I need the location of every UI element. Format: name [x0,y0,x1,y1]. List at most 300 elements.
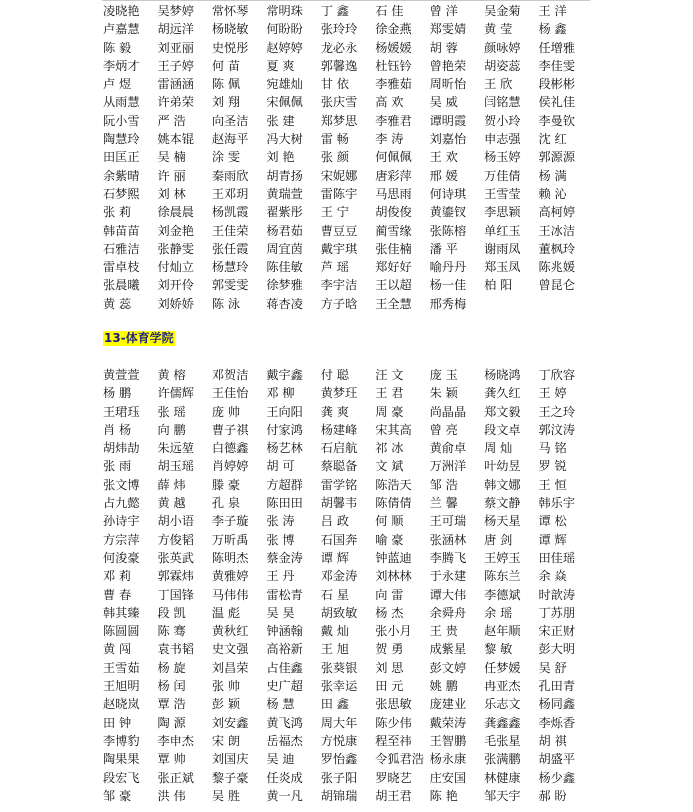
name-cell: 王雪莹 [484,186,521,201]
name-cell: 张小月 [375,624,412,639]
name-cell: 黄飞鸿 [266,715,303,730]
name-cell: 胡王君 [375,788,412,803]
name-cell: 黄 越 [157,496,186,511]
name-cell: 胡远洋 [157,22,194,37]
name-cell: 吴梦婷 [157,4,194,18]
name-cell: 吴金菊 [484,4,521,18]
name-cell: 常明珠 [266,4,303,18]
name-cell: 李腾飞 [429,550,467,565]
name-cell: 严 浩 [157,113,186,128]
name-row [103,567,593,585]
name-cell: 钟涵翰 [266,624,303,639]
name-cell: 王 丹 [266,569,295,584]
name-cell: 郑好好 [375,260,412,275]
name-cell: 张 涛 [266,514,295,529]
name-cell: 向 鹏 [157,422,186,437]
name-cell: 许 丽 [157,168,186,183]
name-row [103,39,593,57]
name-cell: 杨君茹 [266,223,303,238]
name-cell: 黄萱萱 [103,368,140,382]
name-cell: 颜咏婷 [484,40,521,55]
name-cell: 史悦彤 [211,40,249,55]
name-cell: 王邓玥 [211,186,249,201]
name-cell: 黄鎏钗 [429,205,467,220]
name-cell: 余舜舟 [429,605,467,620]
name-cell: 郑梦思 [320,113,358,128]
name-cell: 涂 雯 [211,150,241,165]
name-cell: 付灿立 [157,260,194,275]
name-cell: 陈少伟 [375,715,412,730]
name-cell: 陶 源 [157,715,186,730]
name-cell: 申志强 [484,132,521,147]
name-cell: 杨同鑫 [538,697,576,712]
name-cell: 肖 杨 [103,422,132,437]
name-cell: 陶慧玲 [103,132,140,147]
name-cell: 宋正财 [538,624,576,639]
name-cell: 朱 颖 [429,386,458,401]
name-cell: 张 建 [266,113,295,128]
name-cell: 雷陈宇 [320,186,358,201]
name-cell: 王 婷 [538,386,567,401]
name-cell: 黎子豪 [211,770,249,785]
name-cell: 史广超 [266,679,303,694]
name-cell: 陈佳敏 [266,260,303,275]
name-cell: 邢 媛 [429,168,458,183]
name-cell: 赵海平 [211,132,249,147]
name-cell: 戴荣涛 [429,715,467,730]
name-cell: 何 顺 [375,514,404,529]
name-cell: 宋其高 [375,422,412,437]
name-cell: 胡致敏 [320,605,358,620]
name-cell: 贺小玲 [484,113,521,128]
name-cell: 陈东兰 [484,569,521,584]
name-cell: 何佩佩 [375,150,412,165]
name-cell: 杨永康 [429,752,467,767]
name-cell: 马思雨 [375,186,412,201]
name-cell: 刘娇娇 [157,296,194,311]
name-cell: 潘 平 [429,241,458,256]
name-cell: 田佳瑶 [538,550,576,565]
name-cell: 凌晓艳 [103,4,140,18]
name-cell: 彭文婷 [429,660,467,675]
name-cell: 余紫晴 [103,168,140,183]
name-cell: 胡玉瑶 [157,459,194,474]
name-cell: 陈兆媛 [538,260,576,275]
name-cell: 王 洋 [538,4,567,18]
name-cell: 万昕禹 [211,532,249,547]
name-cell: 冉亚杰 [484,679,521,694]
name-cell: 曹 春 [103,587,132,602]
name-cell: 高裕新 [266,642,303,657]
name-row [103,20,593,38]
name-cell: 孔 泉 [211,496,241,511]
name-cell: 张葵银 [320,660,358,675]
name-cell: 马 铭 [538,441,567,456]
name-cell: 何盼盼 [266,22,303,37]
name-cell: 胡锦瑞 [320,788,358,803]
name-cell: 张晨曦 [103,278,140,293]
name-cell [539,295,593,313]
name-cell: 宋 朗 [211,733,241,748]
name-row [103,258,593,276]
name-cell: 张 颜 [320,150,349,165]
name-cell: 王智鹏 [429,733,467,748]
name-cell: 肖婷婷 [211,459,249,474]
name-cell: 韩文娜 [484,477,521,492]
name-cell: 黄瑞萱 [266,186,303,201]
name-cell: 彭 颖 [211,697,241,712]
name-cell: 张满鹏 [484,752,521,767]
name-row [103,57,593,75]
name-row [103,659,593,677]
name-cell: 雷涵涵 [157,77,194,92]
name-cell: 李 涛 [375,132,404,147]
name-cell: 王可瑞 [429,514,467,529]
name-cell: 谭大伟 [429,587,467,602]
name-cell: 徐梦雅 [266,278,303,293]
name-cell: 方超群 [266,477,303,492]
name-cell: 张 博 [266,532,295,547]
name-cell: 张英武 [157,550,194,565]
name-row [103,769,593,787]
name-row [103,276,593,294]
name-cell: 张静雯 [157,241,194,256]
name-cell: 王全慧 [375,296,412,311]
name-row [103,640,593,658]
name-cell: 罗 锐 [538,459,567,474]
name-cell: 方俊韬 [157,532,194,547]
name-cell: 戴宇鑫 [266,368,303,382]
name-cell: 王 宁 [320,205,349,220]
name-cell: 吴 迪 [266,752,295,767]
name-cell: 程至祎 [375,733,412,748]
name-cell: 张文博 [103,477,140,492]
name-cell: 喻 豪 [375,532,404,547]
name-cell: 郭霖炜 [157,569,194,584]
name-cell: 杨 鹏 [103,386,132,401]
name-cell: 杨晓鸿 [484,368,521,382]
name-cell: 蔡聪备 [320,459,358,474]
name-cell: 任梦媛 [484,660,521,675]
name-cell: 柏 阳 [484,278,513,293]
name-cell: 余 瑶 [484,605,513,620]
name-cell: 王子婷 [157,58,194,73]
name-cell: 何 苗 [211,58,241,73]
name-cell: 郑雯婧 [429,22,467,37]
name-cell: 万洲洋 [429,459,467,474]
name-cell: 曾昆仑 [538,278,576,293]
name-cell: 陈浩天 [375,477,412,492]
name-cell: 刘开伶 [157,278,194,293]
name-cell: 杨 慧 [266,697,295,712]
name-cell: 郭雯雯 [211,278,249,293]
name-cell: 马伟伟 [211,587,249,602]
name-cell: 雷 畅 [320,132,349,147]
name-cell: 庄安国 [429,770,467,785]
name-cell: 杨少鑫 [538,770,576,785]
name-cell: 龚 爽 [320,404,349,419]
name-cell: 孙诗宇 [103,514,140,529]
name-cell: 薛 炜 [157,477,186,492]
name-cell: 田 鑫 [320,697,349,712]
name-row [103,512,593,530]
name-row [103,677,593,695]
name-cell: 黄 莹 [484,22,513,37]
name-cell: 乐志文 [484,697,521,712]
name-cell: 段 凯 [157,605,186,620]
name-cell: 戴 灿 [320,624,349,639]
name-cell: 王 恒 [538,477,567,492]
name-cell: 于永建 [429,569,467,584]
name-cell: 向 雷 [375,587,404,602]
name-cell: 杜钰钤 [375,58,412,73]
name-cell: 胡 可 [266,459,295,474]
name-cell: 刘昌荣 [211,660,249,675]
name-cell: 喻丹丹 [429,260,467,275]
name-cell: 吴 胜 [211,788,241,803]
name-cell: 张子阳 [320,770,358,785]
name-cell: 李申杰 [157,733,194,748]
name-cell: 韩乐宇 [538,496,576,511]
name-cell: 杨媛媛 [375,40,412,55]
name-cell: 向圣洁 [211,113,249,128]
name-cell: 黄 榕 [157,368,186,382]
name-cell: 宋妮娜 [320,168,358,183]
name-cell: 杨 旋 [157,660,186,675]
name-cell: 王旭明 [103,679,140,694]
name-cell: 杨一佳 [429,278,467,293]
name-cell: 田 元 [375,679,404,694]
name-cell: 陈 艳 [429,788,458,803]
name-cell: 叶幼昱 [484,459,521,474]
name-cell: 曾艳荣 [429,58,467,73]
name-cell: 胡盛平 [538,752,576,767]
name-cell: 王佳荣 [211,223,249,238]
name-cell: 石梦熙 [103,186,140,201]
name-cell: 段彬彬 [538,77,576,92]
name-cell: 杨慧玲 [211,260,249,275]
name-cell: 芦 瑶 [320,260,349,275]
name-cell: 郭馨逸 [320,58,358,73]
name-cell: 胡俊俊 [375,205,412,220]
name-cell: 万佳倩 [484,168,521,183]
name-cell: 吴 昊 [266,605,295,620]
name-cell: 陈 泳 [211,296,241,311]
name-cell: 翟紫彤 [266,205,303,220]
name-cell: 钟蓝迪 [375,550,412,565]
name-cell: 方子晗 [320,296,358,311]
name-row [103,714,593,732]
name-cell: 曹子祺 [211,422,249,437]
name-cell: 杨 鑫 [538,22,567,37]
name-cell: 方悦康 [320,733,358,748]
name-cell: 覃 帅 [157,752,186,767]
name-cell: 杨 闰 [157,679,186,694]
name-cell: 蔡金涛 [266,550,303,565]
name-cell: 王 欣 [484,77,513,92]
name-cell: 占佳鑫 [266,660,303,675]
name-cell: 邹 豪 [103,788,132,803]
name-cell: 刘 思 [375,660,404,675]
name-cell: 丁 鑫 [320,4,349,18]
name-cell: 刘嘉怡 [429,132,467,147]
name-cell: 唐彩萍 [375,168,412,183]
name-cell: 曾 亮 [429,422,458,437]
name-cell: 龚鑫鑫 [484,715,521,730]
name-cell: 庞 玉 [429,368,458,382]
name-cell: 周宜茵 [266,241,303,256]
name-cell: 高 欢 [375,95,404,110]
name-row [103,732,593,750]
name-cell: 周 豪 [375,404,404,419]
name-cell: 邓金涛 [320,569,358,584]
name-cell: 吴 威 [429,95,458,110]
name-row [103,366,593,384]
name-cell: 陈 佩 [211,77,241,92]
name-cell: 庞 帅 [211,404,241,419]
name-cell: 谭 辉 [538,532,567,547]
name-cell: 黄雅婷 [211,569,249,584]
name-cell: 贺 勇 [375,642,404,657]
name-row [103,130,593,148]
name-row [103,203,593,221]
name-cell: 冯大树 [266,132,303,147]
name-cell: 张庆雪 [320,95,358,110]
name-cell: 张佳楠 [375,241,412,256]
name-cell: 胡青扬 [266,168,303,183]
name-cell: 王 君 [375,386,404,401]
name-cell: 陈 毅 [103,40,132,55]
name-cell: 王雪茹 [103,660,140,675]
name-row [103,787,593,805]
name-cell: 谭 辉 [320,550,349,565]
name-cell: 石国奔 [320,532,358,547]
name-cell: 谭明霞 [429,113,467,128]
name-cell: 卢 煜 [103,77,132,92]
name-cell: 庞建业 [429,697,467,712]
name-cell: 祁 冰 [375,441,404,456]
name-cell: 秦雨欣 [211,168,249,183]
name-cell: 徐金燕 [375,22,412,37]
name-cell: 覃 浩 [157,697,186,712]
name-cell: 张正斌 [157,770,194,785]
name-cell: 谢雨凤 [484,241,521,256]
name-cell: 卢嘉慧 [103,22,140,37]
name-cell: 邹天宇 [484,788,521,803]
name-cell: 胡姿蕊 [484,58,521,73]
name-cell: 方宗萍 [103,532,140,547]
name-row [103,295,593,313]
name-cell: 成紫星 [429,642,467,657]
name-cell: 胡炜劼 [103,441,140,456]
name-cell: 王 旭 [320,642,349,657]
name-cell: 毛张星 [484,733,521,748]
name-cell: 周 灿 [484,441,513,456]
name-cell: 黄 蕊 [103,296,132,311]
section-heading: 13-体育学院 [104,331,174,345]
name-cell: 兰 馨 [429,496,458,511]
name-cell: 张任霞 [211,241,249,256]
name-cell: 龚久红 [484,386,521,401]
name-cell: 李德斌 [484,587,521,602]
name-cell: 王珺珏 [103,404,140,419]
name-row [103,421,593,439]
name-cell: 郑玉凤 [484,260,521,275]
name-cell: 史文强 [211,642,249,657]
name-cell: 杨凯霞 [211,205,249,220]
name-row [103,750,593,768]
name-cell: 赵婷婷 [266,40,303,55]
name-cell: 王婷玉 [484,550,521,565]
name-cell: 汪 文 [375,368,404,382]
name-cell: 朱远堃 [157,441,194,456]
name-cell: 胡 蓉 [429,40,458,55]
name-cell: 李宇洁 [320,278,358,293]
name-cell: 龙必永 [320,40,358,55]
name-cell: 许儒辉 [157,386,194,401]
name-cell: 蔺雪缘 [375,223,412,238]
name-cell: 王佳怡 [211,386,249,401]
name-cell: 黄 闯 [103,642,132,657]
name-cell: 李子璇 [211,514,249,529]
name-cell: 王 欢 [429,150,458,165]
name-cell: 雷松青 [266,587,303,602]
name-cell: 唐 剑 [484,532,513,547]
name-cell: 吴 楠 [157,150,186,165]
name-cell: 杨 满 [538,168,567,183]
name-cell: 张玲玲 [320,22,358,37]
name-cell: 洪 伟 [157,788,186,803]
name-cell: 白德鑫 [211,441,249,456]
name-cell: 王之玲 [538,404,576,419]
name-cell: 刘亚丽 [157,40,194,55]
name-cell: 李炳才 [103,58,140,73]
name-cell: 姚 鹏 [429,679,458,694]
name-cell: 刘林林 [375,569,412,584]
name-list-sports-college [103,366,593,805]
name-cell: 李雅君 [375,113,412,128]
name-cell: 张 帅 [211,679,241,694]
name-cell: 罗晓艺 [375,770,412,785]
name-cell: 黄梦玨 [320,386,358,401]
name-cell: 刘安鑫 [211,715,249,730]
name-cell [484,295,538,313]
name-cell: 黎 敏 [484,642,513,657]
name-cell: 杨玉婷 [484,150,521,165]
page-top-border [102,0,590,1]
name-row [103,167,593,185]
name-row [103,148,593,166]
name-cell: 彭大明 [538,642,576,657]
name-cell: 杨 杰 [375,605,404,620]
name-row [103,549,593,567]
name-cell: 时歆涛 [538,587,576,602]
name-cell: 陈圆圆 [103,624,140,639]
name-cell: 戴宇琪 [320,241,358,256]
name-cell: 石雅洁 [103,241,140,256]
name-cell: 王向阳 [266,404,303,419]
name-row [103,240,593,258]
name-cell: 邹 浩 [429,477,458,492]
name-cell: 李雅茹 [375,77,412,92]
name-cell: 从雨慧 [103,95,140,110]
name-cell: 刘金艳 [157,223,194,238]
name-row [103,494,593,512]
name-cell: 石启航 [320,441,358,456]
name-cell: 何浚豪 [103,550,140,565]
name-cell: 滕 豪 [211,477,241,492]
name-cell: 许弟荣 [157,95,194,110]
